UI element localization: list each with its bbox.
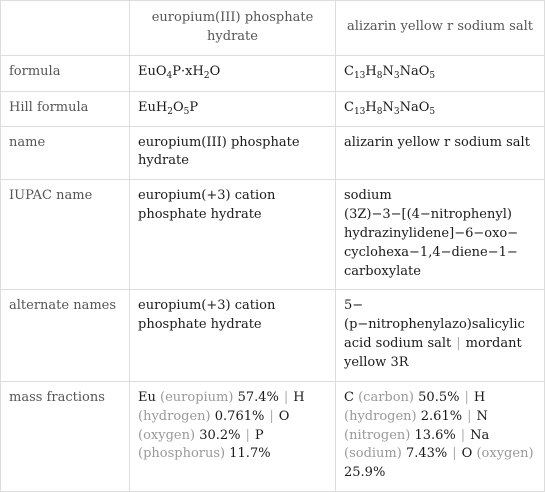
header-empty-cell (1, 1, 130, 56)
formula-compound-2 (336, 55, 545, 91)
row-label-hill-formula: Hill formula (1, 91, 130, 126)
mass-separator: | (464, 389, 469, 405)
element-symbol: O (461, 446, 473, 462)
row-iupac-name (1, 180, 545, 290)
formula-subscript: 5 (429, 106, 436, 117)
element-symbol: P (254, 427, 264, 443)
formula-text: N (382, 63, 394, 79)
iupac-name-compound-2 (336, 180, 545, 290)
mass-separator: | (283, 389, 289, 405)
mass-separator: | (467, 408, 472, 424)
row-formula (1, 55, 545, 91)
element-name: (oxygen) (138, 427, 196, 443)
formula-text: O (209, 63, 221, 79)
element-name: (hydrogen) (138, 408, 211, 424)
element-symbol: N (476, 408, 488, 424)
formula-text: H (365, 99, 377, 115)
alternate-name: mordant yellow 3R (344, 336, 522, 370)
element-symbol: H (293, 389, 305, 405)
element-name: (carbon) (358, 389, 415, 405)
formula-subscript: 8 (376, 70, 383, 81)
formula-subscript: 13 (353, 70, 366, 81)
mass-separator: | (460, 427, 466, 443)
formula-subscript: 5 (183, 106, 190, 117)
formula-text: EuH (138, 99, 168, 115)
alternate-name: europium(+3) cation phosphate hydrate (138, 298, 276, 333)
element-name: (hydrogen) (344, 408, 417, 424)
formula-text: NaO (399, 99, 430, 115)
element-percentage: 30.2% (199, 427, 241, 443)
name-compound-2: alizarin yellow r sodium salt (336, 126, 545, 180)
formula-text: C (344, 63, 354, 79)
formula-subscript: 5 (429, 70, 436, 81)
formula-subscript: 8 (376, 106, 383, 117)
row-alternate-names (1, 290, 545, 381)
element-percentage: 25.9% (344, 465, 386, 481)
mass-fraction-entry (138, 390, 279, 405)
element-name: (oxygen) (476, 446, 534, 462)
formula-text: O (172, 99, 184, 115)
iupac-name-compound-1: europium(+3) cation phosphate hydrate (130, 180, 336, 290)
formula-text: C (344, 99, 354, 115)
row-label-formula: formula (1, 55, 130, 91)
formula-subscript: 4 (166, 70, 173, 81)
row-label-name: name (1, 126, 130, 180)
element-name: (phosphorus) (138, 446, 226, 462)
mass-fractions-compound-2 (336, 381, 545, 491)
element-name: (europium) (160, 389, 234, 405)
iupac-name-text: sodium (3Z)−3−[(4−nitrophenyl) hydrazinylidene]−6−oxo− cyclohexa−1,4−diene−1− carboxylate (344, 188, 519, 279)
alternate-name: 5−(p−nitrophenylazo)salicylic acid sodium salt (344, 298, 525, 352)
mass-separator: | (269, 408, 274, 424)
mass-separator: | (452, 446, 457, 462)
formula-subscript: 13 (353, 106, 366, 117)
row-mass-fractions (1, 381, 545, 491)
list-separator: | (456, 336, 461, 352)
element-percentage: 7.43% (405, 446, 448, 462)
name-compound-1: europium(III) phosphate hydrate (130, 126, 336, 180)
element-percentage: 50.5% (418, 389, 460, 405)
header-compound-1: europium(III) phosphate hydrate (130, 1, 336, 56)
formula-text: EuO (138, 63, 167, 79)
hill-formula-compound-1 (130, 91, 336, 126)
mass-fraction-entry (344, 390, 459, 405)
element-name: (nitrogen) (344, 427, 411, 443)
element-percentage: 57.4% (237, 389, 279, 405)
hill-formula-compound-2 (336, 91, 545, 126)
element-percentage: 2.61% (420, 408, 463, 424)
element-symbol: O (278, 408, 290, 424)
formula-text: N (382, 99, 394, 115)
alternate-names-compound-2 (336, 290, 545, 381)
element-percentage: 0.761% (214, 408, 265, 424)
element-percentage: 13.6% (414, 427, 456, 443)
formula-subscript: 2 (203, 70, 210, 81)
mass-separator: | (245, 427, 250, 443)
row-label-mass-fractions: mass fractions (1, 381, 130, 491)
element-name: (sodium) (344, 446, 402, 462)
alternate-names-compound-1 (130, 290, 336, 381)
formula-subscript: 3 (393, 70, 400, 81)
row-label-iupac-name: IUPAC name (1, 180, 130, 290)
formula-subscript: 3 (393, 106, 400, 117)
element-symbol: Eu (138, 389, 156, 405)
formula-text: H (365, 63, 377, 79)
element-percentage: 11.7% (229, 446, 271, 462)
row-hill-formula (1, 91, 545, 126)
header-compound-2: alizarin yellow r sodium salt (336, 1, 545, 56)
formula-text: P·xH (172, 63, 204, 79)
formula-subscript: 2 (167, 106, 173, 117)
element-symbol: H (473, 389, 486, 405)
element-symbol: Na (470, 427, 490, 443)
formula-text: NaO (399, 63, 430, 79)
header-row (1, 1, 545, 56)
formula-compound-1 (130, 55, 336, 91)
formula-text: P (189, 99, 199, 115)
row-name (1, 126, 545, 180)
row-label-alternate-names: alternate names (1, 290, 130, 381)
element-symbol: C (344, 389, 354, 405)
mass-fractions-compound-1 (130, 381, 336, 491)
